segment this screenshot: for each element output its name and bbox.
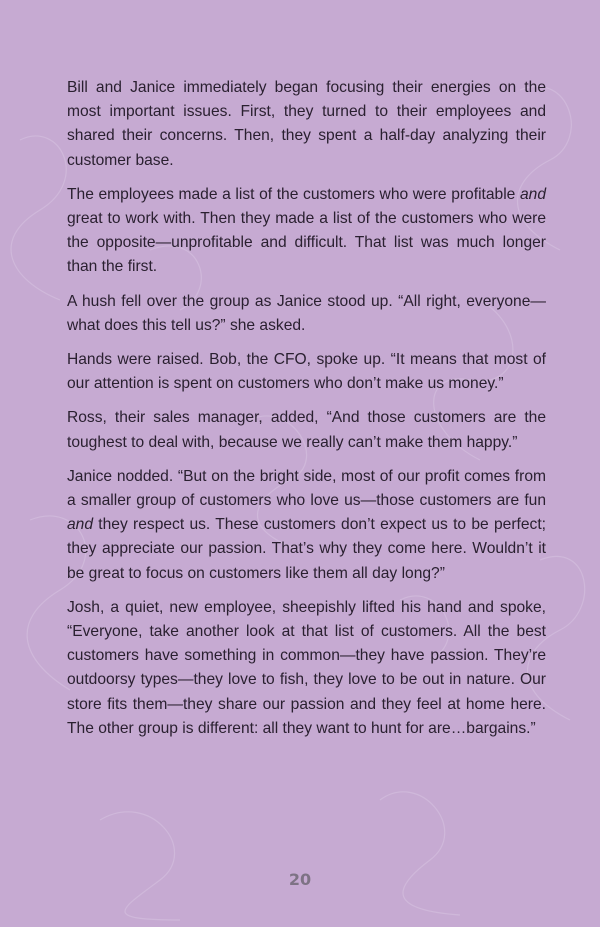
text-segment: The employees made a list of the customers who were profitable	[67, 185, 520, 203]
text-segment: Hands were raised. Bob, the CFO, spoke up. “It means that most of our attention is spent on customers who don’t make us money.”	[67, 351, 546, 393]
paragraph	[67, 290, 546, 338]
paragraph	[67, 465, 546, 586]
text-segment: great to work with. Then they made a list of the customers who were the opposite—unprofitable and difficult. That list was much longer than the first.	[67, 210, 546, 276]
italic-emphasis: and	[67, 516, 94, 534]
text-segment: A hush fell over the group as Janice stood up. “All right, everyone—what does this tell us?” she asked.	[67, 292, 546, 334]
text-segment: Ross, their sales manager, added, “And those customers are the toughest to deal with, because we really can’t make them happy.”	[67, 409, 546, 451]
paragraph	[67, 348, 546, 396]
paragraph	[67, 76, 546, 173]
paragraph	[67, 596, 546, 741]
text-segment: Janice nodded. “But on the bright side, most of our profit comes from a smaller group of customers who love us—those customers are fun	[67, 467, 546, 510]
text-segment: Josh, a quiet, new employee, sheepishly lifted his hand and spoke, “Everyone, take another look at that list of customers. All the best customers have something in common—they have passion. They’re outdoorsy types—they love to fish, they love to be out in nature. Our store fits them—they share our passion and they feel at home here. The other group is different: all they want to hunt for are…bargains.”	[67, 598, 546, 737]
paragraph	[67, 406, 546, 454]
italic-emphasis: and	[519, 185, 546, 203]
page-number: 20	[288, 870, 312, 889]
page-body-text	[67, 76, 546, 751]
text-segment: Bill and Janice immediately began focusing their energies on the most important issues. First, they turned to their employees and shared their concerns. Then, they spent a half-day analyzing their customer base.	[67, 79, 546, 169]
text-segment: they respect us. These customers don’t expect us to be perfect; they appreciate our passion. That’s why they come here. Wouldn’t it be great to focus on customers like them all day long?”	[67, 516, 546, 582]
paragraph	[67, 183, 546, 280]
